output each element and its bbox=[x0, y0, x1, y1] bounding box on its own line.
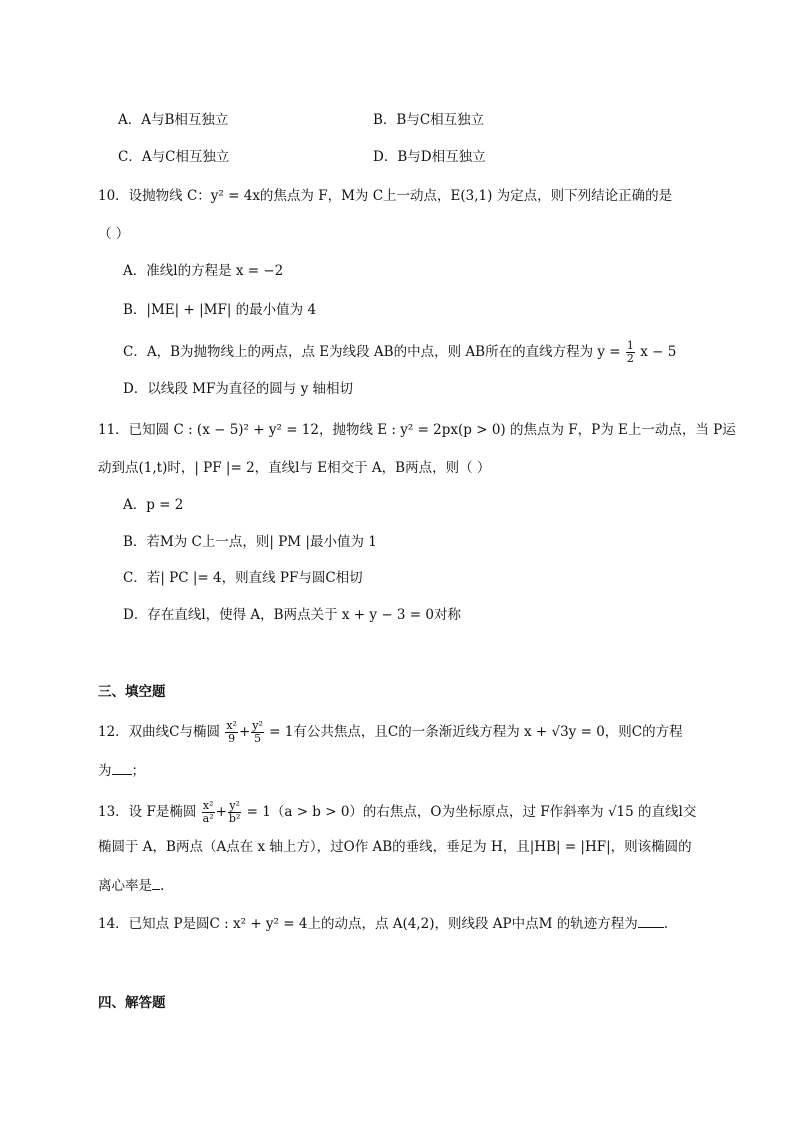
q9-option-c: C．A与C相互独立 bbox=[118, 149, 230, 165]
fraction-numerator: 1 bbox=[626, 339, 634, 352]
q9-option-b: B．B与C相互独立 bbox=[373, 112, 485, 128]
fraction-denominator: 5 bbox=[254, 732, 262, 745]
q11-option-a: A．p = 2 bbox=[123, 497, 184, 513]
fraction-denominator: 9 bbox=[228, 732, 236, 745]
q13-line3 bbox=[98, 875, 164, 896]
q12-text-pre: 12．双曲线C与椭圆 bbox=[98, 724, 221, 740]
fraction-denominator: 2 bbox=[626, 352, 634, 365]
q9-option-a: A．A与B相互独立 bbox=[118, 112, 229, 128]
q12-fraction-y bbox=[251, 720, 264, 745]
q9-option-d: D．B与D相互独立 bbox=[373, 149, 486, 165]
fraction-denominator: a² bbox=[202, 812, 214, 825]
q11-option-b: B．若M为 C上一点，则| PM |最小值为 1 bbox=[123, 534, 377, 550]
q13-line2: 椭圆于 A，B两点（A点在 x 轴上方），过O作 AB的垂线，垂足为 H，且|HB| = |HF|，则该椭圆的 bbox=[98, 839, 692, 855]
fraction-numerator: x² bbox=[226, 719, 237, 732]
fraction-numerator: y² bbox=[252, 719, 263, 732]
fraction-numerator: y² bbox=[229, 799, 240, 812]
q14-period: . bbox=[663, 916, 669, 932]
q12-semicolon: ； bbox=[131, 763, 145, 779]
q14-text: 14．已知点 P是圆C : x² + y² = 4上的动点，点 A(4,2)，则线段 AP中点M 的轨迹方程为 bbox=[98, 916, 638, 932]
q10-option-c bbox=[123, 340, 676, 365]
q13-text-pre: 13．设 F是椭圆 bbox=[98, 804, 197, 820]
q10-option-c-fraction bbox=[626, 340, 635, 365]
answer-blank[interactable] bbox=[152, 875, 160, 890]
q10-option-b: B．|ME| + |MF| 的最小值为 4 bbox=[123, 302, 317, 318]
q13-text-post: = 1（a > b > 0）的右焦点，O为坐标原点，过 F作斜率为 √15 的直线l交 bbox=[246, 804, 697, 820]
q10-option-c-tail: x − 5 bbox=[640, 344, 677, 360]
q13-fraction-y bbox=[228, 800, 241, 825]
q10-stem-line1: 10．设抛物线 C：y² = 4x的焦点为 F，M为 C上一动点，E(3,1) 为定点，则下列结论正确的是 bbox=[98, 188, 673, 204]
q10-option-d: D．以线段 MF为直径的圆与 y 轴相切 bbox=[123, 381, 354, 397]
answer-blank[interactable] bbox=[638, 913, 664, 928]
q12-text-line2: 为 bbox=[98, 763, 112, 779]
q12-text-post: = 1有公共焦点，且C的一条渐近线方程为 x + √3y = 0，则C的方程 bbox=[269, 724, 683, 740]
q11-stem-line1: 11．已知圆 C : (x − 5)² + y² = 12，抛物线 E : y² = 2px(p > 0) 的焦点为 F，P为 E上一动点，当 P运 bbox=[98, 422, 736, 438]
q13-line1 bbox=[98, 800, 696, 825]
section-heading-fill-in: 三、填空题 bbox=[98, 684, 166, 700]
q10-option-c-text: C．A，B为抛物线上的两点，点 E为线段 AB的中点，则 AB所在的直线方程为 y = bbox=[123, 344, 621, 360]
q11-option-c: C．若| PC |= 4，则直线 PF与圆C相切 bbox=[123, 570, 363, 586]
plus-sign: + bbox=[238, 724, 251, 740]
q12-line2 bbox=[98, 760, 145, 781]
q11-option-d: D．存在直线l，使得 A，B两点关于 x + y − 3 = 0对称 bbox=[123, 607, 461, 623]
q10-option-a: A．准线l的方程是 x = −2 bbox=[123, 263, 284, 279]
q12-fraction-x bbox=[225, 720, 238, 745]
q14-line bbox=[98, 913, 668, 934]
q13-text-line3: 离心率是 bbox=[98, 878, 152, 894]
q12-line1 bbox=[98, 720, 683, 745]
q11-stem-line2: 动到点(1,t)时，| PF |= 2，直线l与 E相交于 A，B两点，则（ ） bbox=[98, 460, 491, 476]
q13-period: . bbox=[160, 878, 165, 894]
plus-sign: + bbox=[215, 804, 227, 820]
section-heading-answer: 四、解答题 bbox=[98, 995, 166, 1011]
q13-fraction-x bbox=[202, 800, 215, 825]
q10-stem-line2: （ ） bbox=[98, 226, 130, 242]
answer-blank[interactable] bbox=[112, 760, 132, 775]
fraction-denominator: b² bbox=[228, 812, 241, 825]
fraction-numerator: x² bbox=[202, 799, 214, 812]
